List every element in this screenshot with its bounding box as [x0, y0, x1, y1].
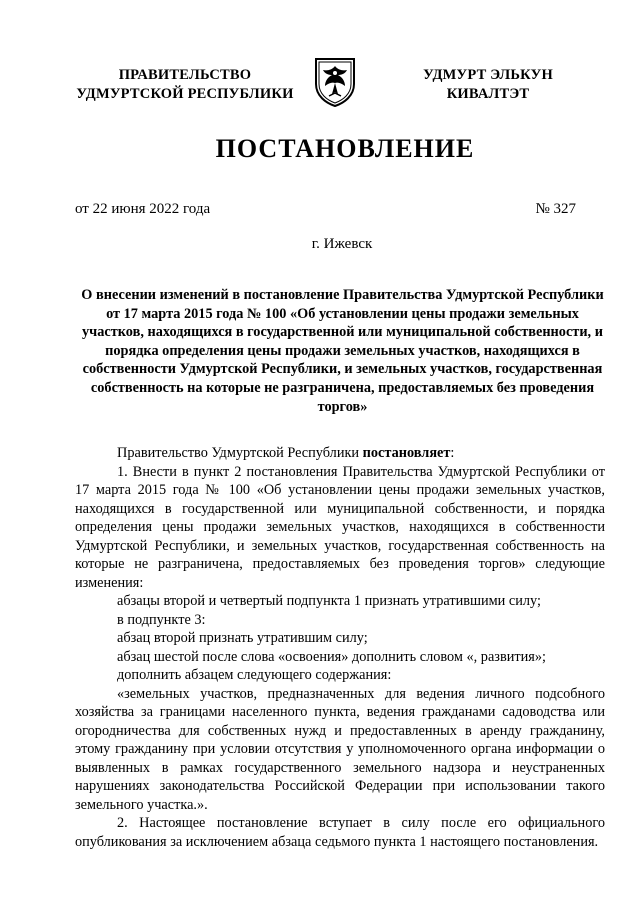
issuer-line-1: ПРАВИТЕЛЬСТВО [118, 67, 252, 83]
issuer-line-2: УДМУРТСКОЙ РЕСПУБЛИКИ [76, 86, 294, 102]
paragraph-5: абзац шестой после слова «освоения» дополнить словом «, развития»; [117, 648, 546, 665]
document-subject: О внесении изменений в постановление Правительства Удмуртской Республики от 17 марта 2015 года № 100 «Об установлении цены продажи земельных участков, находящихся в государственной или муниципальной собственности, и порядка определения цены продажи земельных участков, находящихся в собственности Удмуртской Республики, и земельных участков, государственная собственность на которые не разграничена, предоставляемых без проведения торгов» [81, 287, 604, 415]
issuer-udmurt-line-2: КИВАЛТЭТ [446, 86, 530, 102]
paragraph-2: абзацы второй и четвертый подпункта 1 признать утратившими силу; [117, 593, 541, 609]
document-date: от 22 июня 2022 года [75, 201, 211, 217]
paragraph-7: «земельных участков, предназначенных для ведения личного подсобного хозяйства за границами населенного пункта, ведения гражданами садоводства или огородничества для собственных нужд и предоставленных в аренду гражданину, этому гражданину при условии отсутствия у уполномоченного органа информации о выявленных в рамках государственного земельного надзора и неустраненных нарушениях законодательства Российской Федерации при использовании такого земельного участка.». [75, 685, 605, 813]
paragraph-3: в подпункте 3: [117, 611, 206, 628]
issuer-name-udmurt [398, 66, 578, 104]
intro-verb: постановляет [362, 445, 451, 461]
document-body [75, 444, 605, 851]
coat-of-arms-udmurtia-icon [312, 56, 358, 108]
paragraph-8: 2. Настоящее постановление вступает в силу после его официального опубликования за исключением абзаца седьмого пункта 1 настоящего постановления. [75, 815, 605, 850]
intro-suffix: : [450, 445, 455, 461]
intro-prefix: Правительство Удмуртской Республики [117, 445, 363, 461]
document-title: ПОСТАНОВЛЕНИЕ [215, 134, 475, 163]
paragraph-4: абзац второй признать утратившим силу; [117, 630, 368, 646]
document-number: № 327 [535, 201, 576, 217]
paragraph-6: дополнить абзацем следующего содержания: [117, 667, 392, 683]
issuer-udmurt-line-1: УДМУРТ ЭЛЬКУН [423, 67, 553, 83]
issuer-name-russian [60, 66, 310, 104]
document-city: г. Ижевск [311, 236, 373, 252]
paragraph-1: 1. Внести в пункт 2 постановления Правительства Удмуртской Республики от 17 марта 2015 года № 100 «Об установлении цены продажи земельных участков, находящихся в государственной или муниципальной собственности, и порядка определения цены продажи земельных участков, находящихся в собственности Удмуртской Республики, и земельных участков, государственная собственность на которые не разграничена, предоставляемых без проведения торгов» следующие изменения: [75, 463, 605, 591]
intro-paragraph [75, 444, 605, 463]
